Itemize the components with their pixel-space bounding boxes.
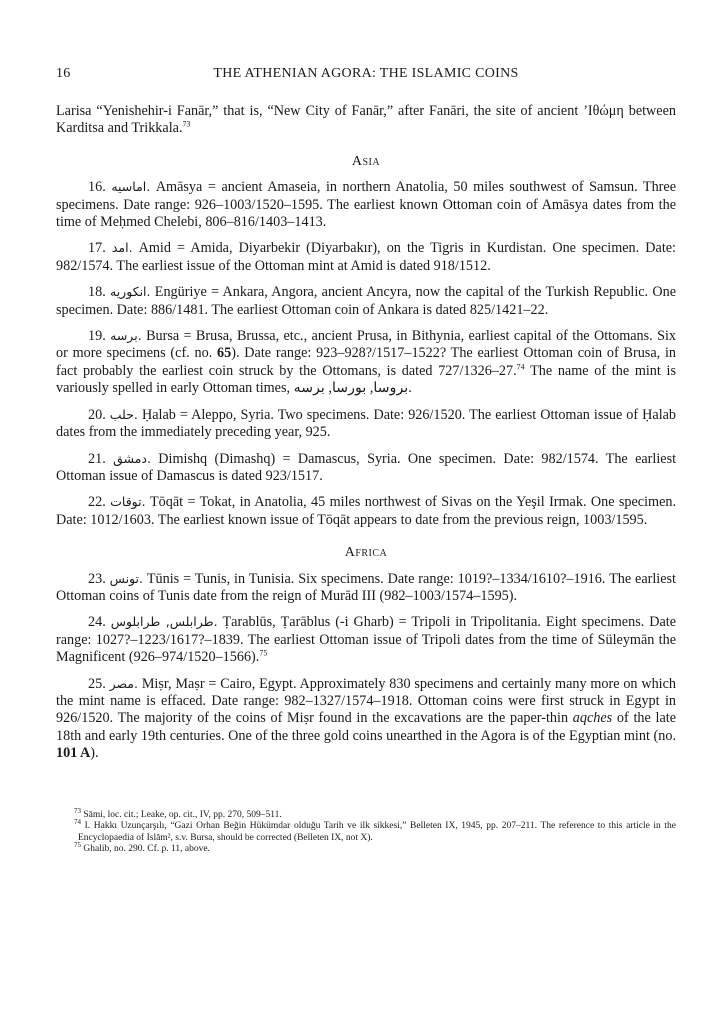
arabic-mint-name: برسه. (110, 328, 142, 344)
section-heading-asia: Asia (351, 153, 381, 169)
footnote-ref-73[interactable]: 73 (182, 119, 191, 129)
footnote-ref-75[interactable]: 75 (259, 648, 268, 658)
section-heading-africa: Africa (344, 545, 388, 561)
main-text (56, 103, 676, 771)
page-number: 16 (56, 66, 71, 81)
italic-term: aqches (572, 710, 613, 727)
mint-entry-20: 20. حلب. Ḥalab = Aleppo, Syria. Two specimens. Date: 926/1520. The earliest Ottoman issue of Ḥalab dates from the immediately preceding year, 925. (56, 406, 677, 441)
footnote-73: $^{73}$ Sāmi, loc. cit.; Leake, op. cit., IV, pp. 270, 509–511. (74, 806, 282, 820)
mint-entry-24: 24. طرابلس, طرابلوس. Ṭarablūs, Ṭarāblus (-i Gharb) = Tripoli in Tripolitania. Eight specimens. Date range: 1027?–1223/1617?–1839. The earliest Ottoman issue of Tripoli dates from the time of Süleymān the Magnificent (926–974/1520–1566).$^{75}$ (56, 614, 676, 666)
mint-entry-18: 18. انكوريه. Engüriye = Ankara, Angora, ancient Ancyra, now the capital of the Turkish Republic. One specimen. Date: 886/1481. The earliest Ottoman coin of Ankara is dated 825/1421–22. (56, 284, 677, 318)
arabic-mint-name: طرابلس, طرابلوس. (110, 614, 218, 630)
mint-entry-19: 19. برسه. Bursa = Brusa, Brussa, etc., ancient Prusa, in Bithynia, earliest capital of the Ottomans. Six or more specimens (cf. no. 65). Date range: 923–928?/1517–1522? The earliest Ottoman coin of Brusa, in fact probably the earliest coin struck by the Ottomans, is dated 727/1326–27.74 The name of the mint is variously spelled in early Ottoman times, بروسا, بورسا, برسه. (56, 328, 677, 397)
arabic-mint-name: حلب. (109, 406, 138, 422)
arabic-mint-name: امد. (111, 240, 133, 256)
arabic-mint-name: اماسيه. (111, 179, 151, 195)
coin-catalogue-ref[interactable]: 101 A (56, 745, 91, 762)
footnotes (56, 806, 677, 856)
footnote-75: $^{75}$ Ghalib, no. 290. Cf. p. 11, above. (74, 841, 210, 855)
arabic-mint-name: دمشق. (113, 450, 151, 466)
mint-entry-22: 22. توقات. Tōqāt = Tokat, in Anatolia, 45 miles northwest of Sivas on the Yeşil Irmak. One specimen. Date: 1012/1603. The earliest known issue of Tōqāt appears to date from the previous reign, 1003/1595. (56, 494, 677, 528)
footnote-ref-74[interactable]: 74 (516, 362, 525, 372)
running-header (56, 66, 676, 86)
intro-paragraph: Larisa “Yenishehir-i Fanār,” that is, “New City of Fanār,” after Fanāri, the site of ancient ’Iθώμη between Karditsa and Trikkala.$^{73}$ (56, 103, 676, 137)
mint-entry-23: 23. تونس. Tūnis = Tunis, in Tunisia. Six specimens. Date range: 1019?–1334/1610?–1916. The earliest Ottoman coins of Tunis date from the reign of Murād III (982–1003/1574–1595). (56, 570, 676, 604)
mint-entry-21: 21. دمشق. Dimishq (Dimashq) = Damascus, Syria. One specimen. Date: 982/1574. The earliest Ottoman issue of Damascus is dated 923/1517. (56, 450, 677, 484)
mint-entry-17: 17. امد. Amid = Amida, Diyarbekir (Diyarbakır), on the Tigris in Kurdistan. One specimen. Date: 982/1574. The earliest issue of the Ottoman mint at Amid is dated 918/1512. (56, 240, 676, 274)
mint-entry-16: 16. اماسيه. Amāsya = ancient Amaseia, in northern Anatolia, 50 miles southwest of Samsun. Three specimens. Date range: 926–1003/1520–1595. The earliest known Ottoman coin of Amāsya dates from the time of Meḥmed Chelebi, 806–816/1403–1413. (56, 179, 677, 231)
footnote-74: $^{74}$ I. Hakkı Uzunçarşılı, “Gazi Orhan Beğin Hükümdar olduğu Tarih ve ilk sikkesi,” Belleten IX, 1945, pp. 207–211. The reference to this article in the Encyclopaedia of Islām², s.v. Bursa, should be corrected (Belleten IX, not X). (74, 818, 677, 843)
arabic-mint-name: مصر. (109, 675, 138, 691)
arabic-mint-name: تونس. (109, 570, 143, 586)
arabic-mint-name: انكوريه. (110, 284, 151, 300)
coin-catalogue-ref[interactable]: 65 (217, 345, 232, 362)
mint-entry-25: 25. مصر. Miṣr, Maṣr = Cairo, Egypt. Approximately 830 specimens and certainly many more on which the mint name is effaced. Date range: 982–1327/1574–1918. Ottoman coins were first struck in Egypt in 926/1520. The majority of the coins of Miṣr found in the excavations are the paper-thin aqches of the late 18th and early 19th centuries. One of the three gold coins unearthed in the Agora is of the Egyptian mint (no. 101 A). (56, 675, 677, 762)
arabic-mint-name: توقات. (110, 494, 146, 510)
running-title: THE ATHENIAN AGORA: THE ISLAMIC COINS (213, 66, 519, 81)
